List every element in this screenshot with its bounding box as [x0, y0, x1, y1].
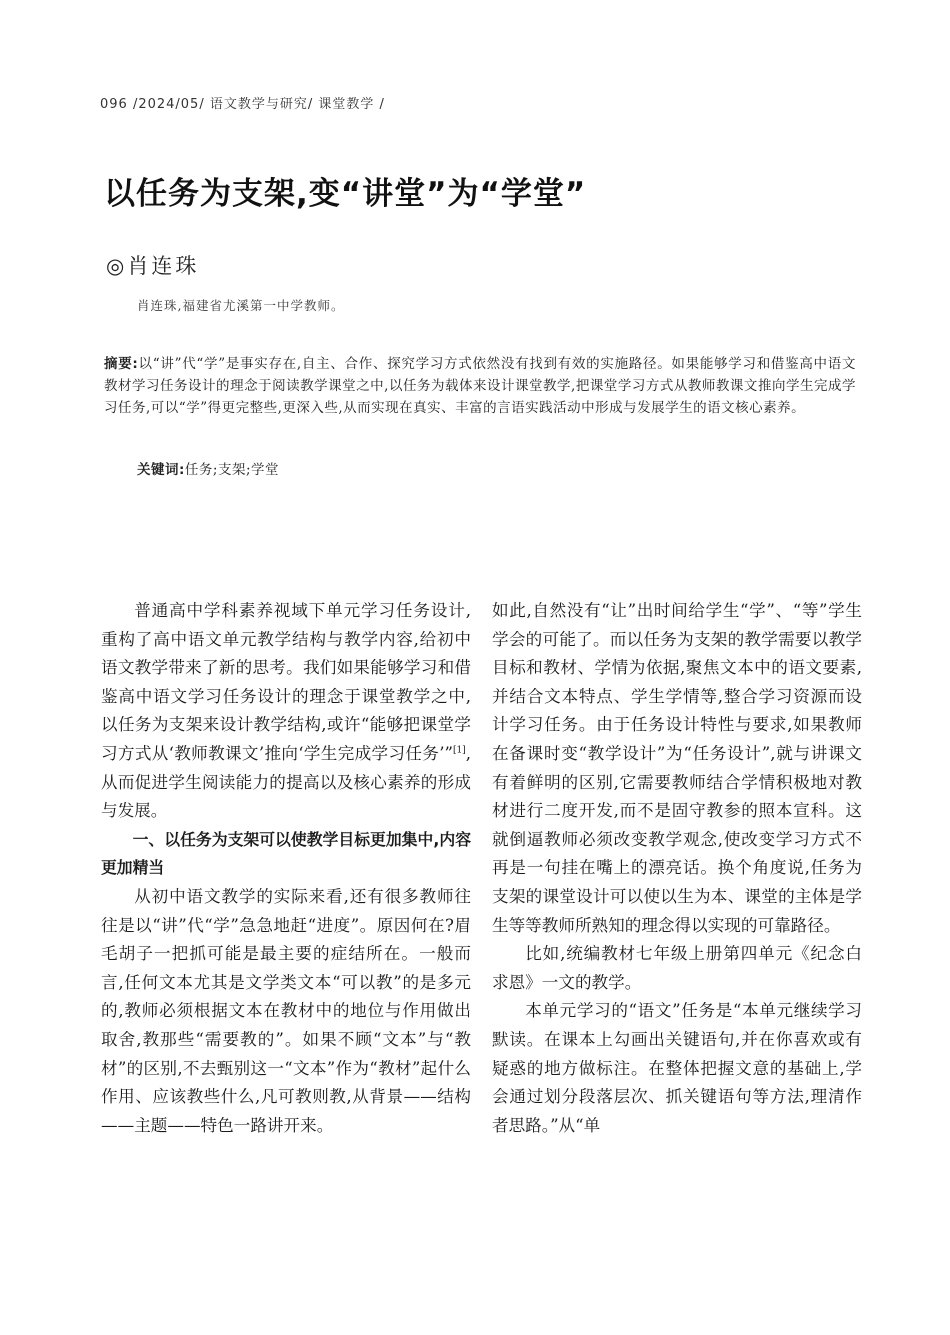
article-author: ◎肖连珠 [106, 254, 200, 278]
section-heading: 一、以任务为支架可以使教学目标更加集中,内容更加精当 [101, 829, 471, 878]
keywords-text: 任务;支架;学堂 [184, 462, 280, 478]
article-title: 以任务为支架,变“讲堂”为“学堂” [104, 176, 587, 212]
keywords-label: 关键词: [137, 462, 185, 478]
running-header: 096 /2024/05/ 语文教学与研究/ 课堂教学 / [100, 97, 385, 112]
abstract [104, 353, 856, 419]
body-paragraph: 本单元学习的“语文”任务是“本单元继续学习默读。在课本上勾画出关键语句,并在你喜欢或有疑惑的地方做标注。在整体把握文意的基础上,学会通过划分段落层次、抓关键语句等方法,理清作者思路。”从“单 [492, 1001, 862, 1135]
body-column-right [492, 597, 862, 1140]
body-paragraph: 如此,自然没有“让”出时间给学生“学”、“等”学生学会的可能了。而以任务为支架的教学需要以教学目标和教材、学情为依据,聚焦文本中的语文要素,并结合文本特点、学生学情等,整合学习资源而设计学习任务。由于任务设计特性与要求,如果教师在备课时变“教学设计”为“任务设计”,就与讲课文有着鲜明的区别,它需要教师结合学情积极地对教材进行二度开发,而不是固守教参的照本宣科。这就倒逼教师必须改变教学观念,使改变学习方式不再是一句挂在嘴上的漂亮话。换个角度说,任务为支架的课堂设计可以使以生为本、课堂的主体是学生等等教师所熟知的理念得以实现的可靠路径。 [492, 601, 862, 935]
keywords [137, 458, 279, 478]
paragraph-text: ,从而促进学生阅读能力的提高以及核心素养的形成与发展。 [101, 743, 471, 821]
author-bio: 肖连珠,福建省尤溪第一中学教师。 [137, 298, 345, 313]
body-paragraph: 从初中语文教学的实际来看,还有很多教师往往是以“讲”代“学”急急地赶“进度”。原因何在?眉毛胡子一把抓可能是最主要的症结所在。一般而言,任何文本尤其是文学类文本“可以教”的是多元的,教师必须根据文本在教材中的地位与作用做出取舍,教那些“需要教的”。如果不顾“文本”与“教材”的区别,不去甄别这一“文本”作为“教材”起什么作用、应该教些什么,凡可教则教,从背景——结构——主题——特色一路讲开来。 [101, 886, 471, 1135]
body-paragraph: 比如,统编教材七年级上册第四单元《纪念白求恩》一文的教学。 [492, 944, 862, 992]
body-column-left [101, 597, 471, 1140]
abstract-label: 摘要: [104, 356, 139, 372]
body-paragraph [101, 597, 471, 826]
paragraph-text: 普通高中学科素养视域下单元学习任务设计,重构了高中语文单元教学结构与教学内容,给初中语文教学带来了新的思考。我们如果能够学习和借鉴高中语文学习任务设计的理念于课堂教学之中,以任务为支架来设计教学结构,或许“能够把课堂学习方式从‘教师教课文’推向‘学生完成学习任务’” [101, 601, 471, 763]
citation-ref: [1] [452, 745, 466, 756]
abstract-text: 以“讲”代“学”是事实存在,自主、合作、探究学习方式依然没有找到有效的实施路径。如果能够学习和借鉴高中语文教材学习任务设计的理念于阅读教学课堂之中,以任务为载体来设计课堂教学,把课堂学习方式从教师教课文推向学生完成学习任务,可以“学”得更完整些,更深入些,从而实现在真实、丰富的言语实践活动中形成与发展学生的语文核心素养。 [104, 356, 856, 416]
